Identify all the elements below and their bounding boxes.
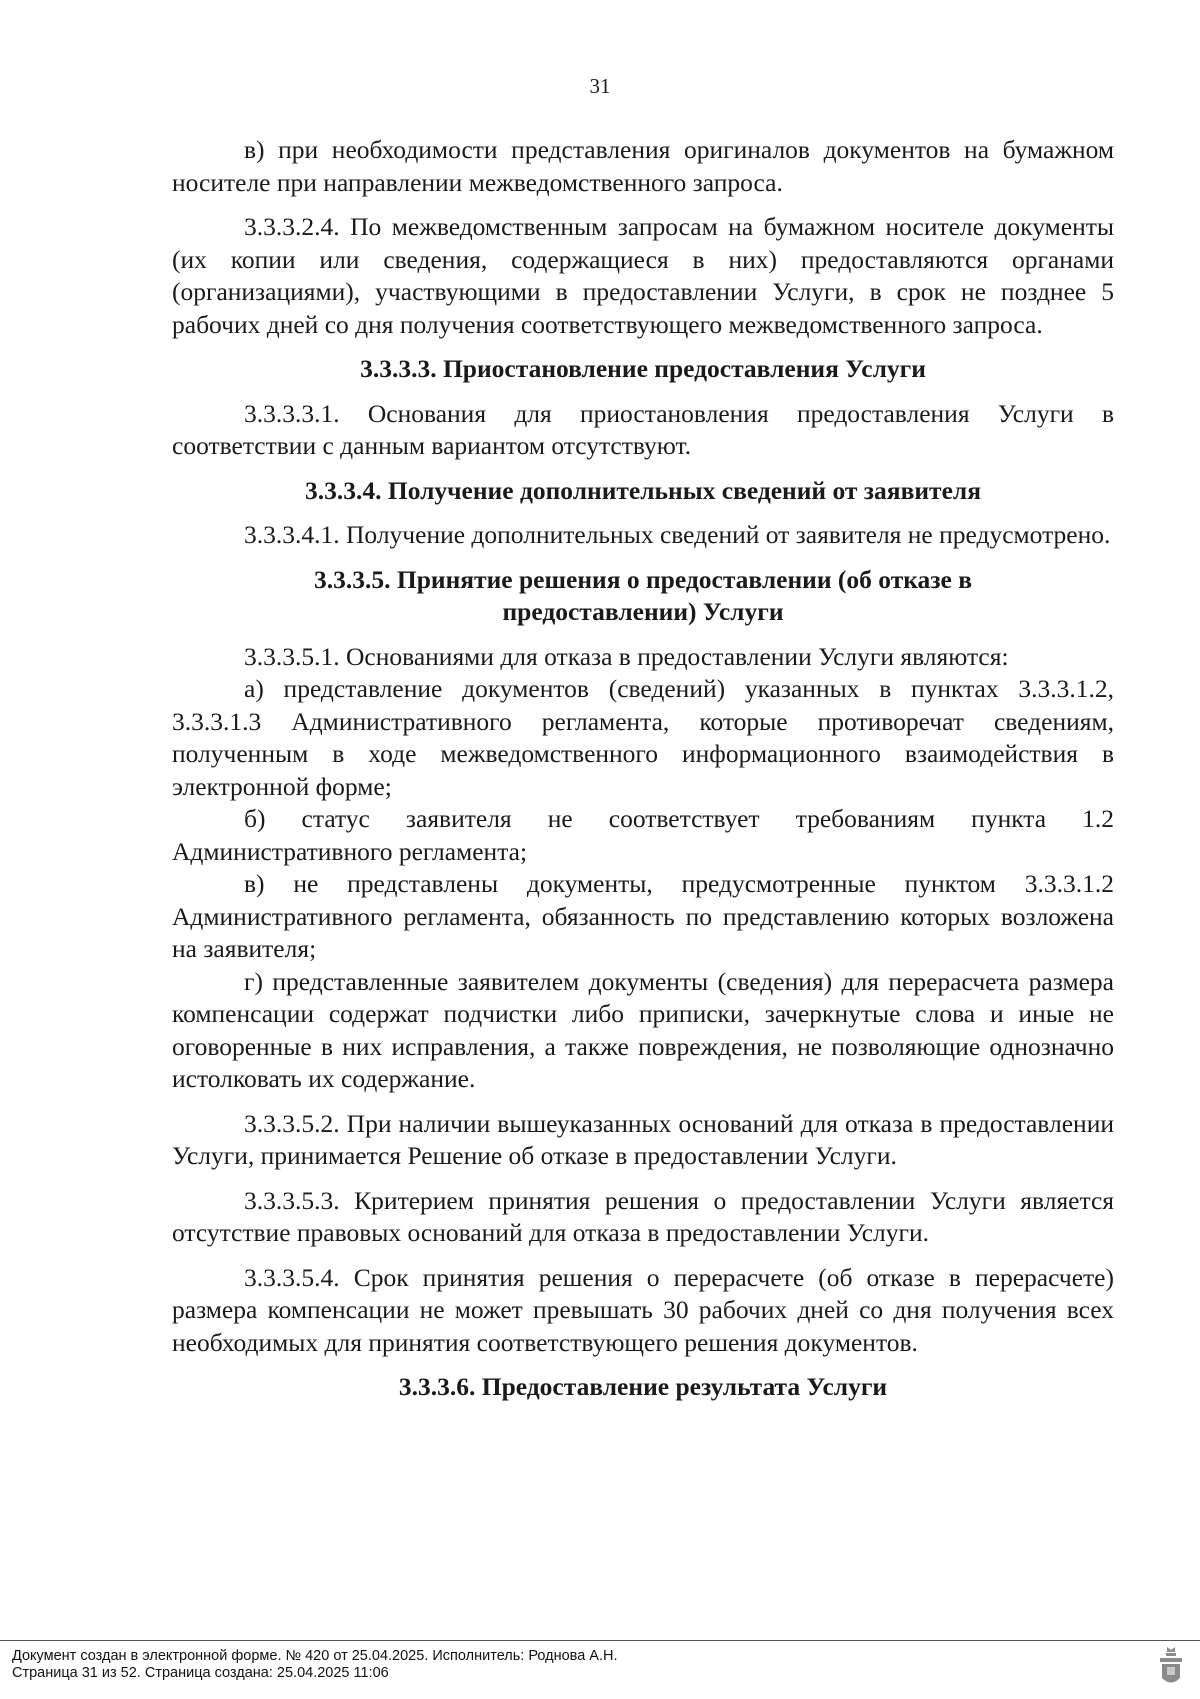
list-item: в) не представлены документы, предусмотренные пунктом 3.3.3.1.2 Административного регламента, обязанность по представлению которых возложена на заявителя; [172, 869, 1114, 963]
paragraph: в) при необходимости представления оригиналов документов на бумажном носителе при направлении межведомственного запроса. [172, 135, 1114, 197]
paragraph: 3.3.3.5.2. При наличии вышеуказанных оснований для отказа в предоставлении Услуги, принимается Решение об отказе в предоставлении Услуги. [172, 1108, 1114, 1170]
section-heading: 3.3.3.6. Предоставление результата Услуги [398, 1372, 888, 1401]
paragraph: 3.3.3.5.4. Срок принятия решения о перерасчете (об отказе в перерасчете) размера компенсации не может превышать 30 рабочих дней со дня получения всех необходимых для принятия соответствующего решения документов. [172, 1262, 1114, 1357]
section-heading: 3.3.3.3. Приостановление предоставления Услуги [360, 354, 926, 383]
list-item: а) представление документов (сведений) указанных в пунктах 3.3.3.1.2, 3.3.3.1.3 Административного регламента, которые противоречат сведениям, полученным в ходе межведомственного информационного взаимодействия в электронной форме; [172, 674, 1114, 801]
paragraph: 3.3.3.2.4. По межведомственным запросам на бумажном носителе документы (их копии или сведения, содержащиеся в них) предоставляются органами (организациями), участвующими в предоставлении Услуги, в срок не позднее 5 рабочих дней со дня получения соответствующего межведомственного запроса. [172, 212, 1114, 339]
section-heading: 3.3.3.4. Получение дополнительных сведений от заявителя [304, 475, 982, 505]
paragraph: 3.3.3.5.1. Основаниями для отказа в предоставлении Услуги являются: [244, 641, 1009, 671]
document-body [172, 134, 1114, 1404]
footer-line-page-info: Страница 31 из 52. Страница создана: 25.04.2025 11:06 [12, 1665, 389, 1681]
footer-line-document-info: Документ создан в электронной форме. № 420 от 25.04.2025. Исполнитель: Роднова А.Н. [12, 1648, 618, 1664]
footer-text [12, 1648, 618, 1682]
page-number: 31 [589, 74, 611, 98]
paragraph: 3.3.3.5.3. Критерием принятия решения о предоставлении Услуги является отсутствие правовых оснований для отказа в предоставлении Услуги. [172, 1185, 1114, 1247]
paragraph: 3.3.3.4.1. Получение дополнительных сведений от заявителя не предусмотрено. [244, 520, 1111, 549]
paragraph: 3.3.3.3.1. Основания для приостановления предоставления Услуги в соответствии с данным вариантом отсутствуют. [172, 398, 1114, 460]
coat-of-arms-icon [1158, 1645, 1184, 1693]
document-footer [0, 1640, 1200, 1699]
section-heading: 3.3.3.5. Принятие решения о предоставлении (об отказе в предоставлении) Услуги [313, 564, 972, 626]
list-item: г) представленные заявителем документы (сведения) для перерасчета размера компенсации содержат подчистки либо приписки, зачеркнутые слова и иные не оговоренные в них исправления, а также повреждения, не позволяющие однозначно истолковать их содержание. [172, 966, 1114, 1093]
list-item: б) статус заявителя не соответствует требованиям пункта 1.2 Административного регламента; [172, 804, 1114, 866]
